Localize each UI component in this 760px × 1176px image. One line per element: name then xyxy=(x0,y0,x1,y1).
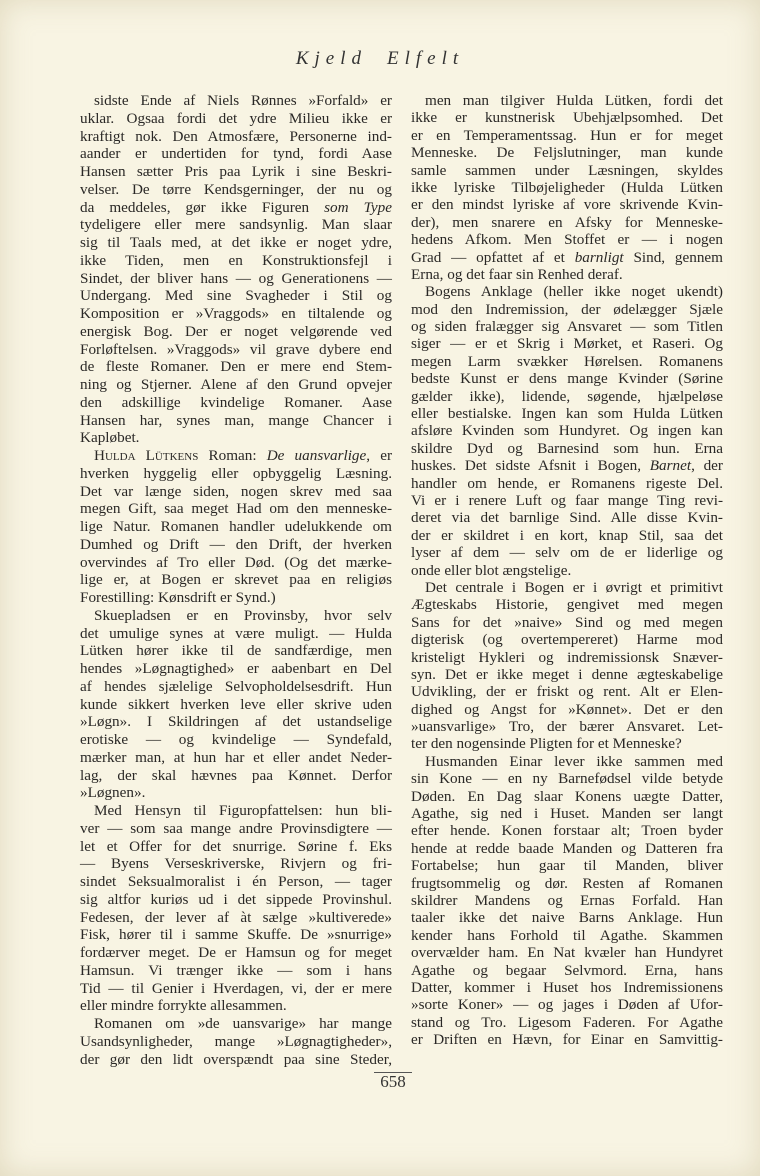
text-line: Udvikling, der er friskt og rent. Alt er Elen- xyxy=(411,683,723,701)
text-line: megen Gift, saa meget Had om den menneske- xyxy=(80,500,392,518)
text-line: »Løgnen». xyxy=(80,784,146,802)
paragraph xyxy=(411,92,723,283)
text-line: og siden fralægger sig Ansvaret — som Titlen xyxy=(411,318,723,336)
text-line: Hamsun. Vi trænger ikke — som i hans xyxy=(80,961,392,979)
paragraph xyxy=(80,802,392,1015)
text-line: hendes »Løgnagtighed» er aabenbart en Del xyxy=(80,660,392,677)
text-line: skildre Dyd og Barnesind som hun. Erna xyxy=(411,439,723,457)
text-line: stand og Tro. Ligesom Faderen. For Agathe xyxy=(411,1013,723,1031)
page-number: 658 xyxy=(380,1072,406,1091)
text-line: lag, der skal hævnes paa Kønnet. Derfor xyxy=(80,766,392,784)
text-line: Forløftelsen. »Vraggods» vil grave dybere end xyxy=(80,340,392,358)
small-caps-text: Hulda Lütkens xyxy=(94,447,199,464)
text-line: Sans for det »naive» Sind og med megen xyxy=(411,613,723,631)
text-line: Vi er i renere Luft og faar mange Ting revi- xyxy=(411,491,723,509)
text-line: velser. De tørre Kendsgerninger, der nu og xyxy=(80,180,392,198)
text-line: »Løgn». I Skildringen af det ustandselige xyxy=(80,713,392,731)
text-line: ter den nogensinde Pligten for et Menneske? xyxy=(411,735,682,753)
text-line: eller mindre forrykte allesammen. xyxy=(80,997,287,1015)
text-line: megen Larm svækker Hørelsen. Romanens xyxy=(411,352,723,370)
text-line: Undergang. Med sine Svagheder i Stil og xyxy=(80,287,392,305)
text-line: frugtsommelig og dør. Resten af Romanen xyxy=(411,874,723,892)
text-line xyxy=(80,447,392,465)
text-line: af hendes sjælelige Selvopholdelsesdrift. Hun xyxy=(80,677,392,695)
text-line: lige Natur. Romanen handler udelukkende om xyxy=(80,518,392,535)
text-line: onde eller blot ængstelige. xyxy=(411,561,572,579)
paragraph xyxy=(411,579,723,753)
text-line: sig til Taals med, at det ikke er noget ydre, xyxy=(80,234,392,251)
text-line: Bogens Anklage (heller ikke noget ukendt) xyxy=(425,283,723,301)
text-line: der), men snarere en Afsky for Menneske- xyxy=(411,213,723,231)
running-head xyxy=(0,48,760,70)
text-line: Datter, kommer i Huset hos Indremissionens xyxy=(411,978,723,996)
italic-text: De uansvarlige xyxy=(266,447,367,464)
text-segment: da meddeles, gør ikke Figuren xyxy=(80,198,325,216)
text-line: taaler ikke det naive Barns Anklage. Hun xyxy=(411,909,723,927)
text-line: mærker man, at hun har et eller andet Neder- xyxy=(80,748,392,766)
text-line: overvælder ham. En Nat kvæler han Hundyret xyxy=(411,944,723,962)
author-last-name: Elfelt xyxy=(387,48,465,69)
text-line: Forestilling: Kønsdrift er Synd.) xyxy=(80,589,276,606)
text-line: Husmanden Einar lever ikke sammen med xyxy=(425,752,723,770)
author-first-name: Kjeld xyxy=(295,48,367,69)
text-line: dighed og Angst for »Kønnet». Det er den xyxy=(411,700,723,718)
text-line: gælder ikke), lidende, søgende, hjælpeløse xyxy=(411,387,723,405)
text-line: Det centrale i Bogen er i øvrigt et primitivt xyxy=(425,578,723,596)
paragraph xyxy=(411,753,723,1049)
text-line: Døden. En Dag slaar Konens uægte Datter, xyxy=(411,787,723,805)
text-segment: , er xyxy=(366,447,392,464)
paragraph xyxy=(80,1015,392,1068)
text-line: lige er, at Bogen er skrevet paa en religiøs xyxy=(80,571,392,589)
text-line: der er skildret i en kort, knap Stil, saa det xyxy=(411,526,723,544)
text-line: — Byens Verseskriverske, Rivjern og fri- xyxy=(80,855,392,873)
text-line: Tid — til Genier i Hverdagen, vi, der er mere xyxy=(80,979,392,997)
text-line: kender hans Forhold til Agathe. Skammen xyxy=(411,926,723,944)
text-line xyxy=(411,457,723,474)
text-line: Hansen sætter Pris paa Lyrik i sine Beskri- xyxy=(80,163,392,180)
text-line: ikke Tiden, men en Konstruktionsfejl i xyxy=(80,251,392,269)
italic-text: som Type xyxy=(324,198,392,216)
text-line: efter hende. Konen forstaar alt; Troen byder xyxy=(411,822,723,840)
text-line: uklar. Ogsaa fordi det ydre Milieu ikke er xyxy=(80,109,392,127)
text-line: Erna, og det faar sin Renhed deraf. xyxy=(411,265,623,283)
text-line: Usandsynligheder, mange »Løgnagtigheder», xyxy=(80,1032,392,1050)
text-line: Agathe og begaar Selvmord. Erna, hans xyxy=(411,961,723,979)
text-line: Dumhed og Drift — den Drift, der hverken xyxy=(80,535,392,553)
text-line: sig altfor kuriøs ud i det sippede Provinshul. xyxy=(80,890,392,908)
text-line: Hansen har, synes man, mange Chancer i xyxy=(80,411,392,429)
text-line: Menneske. De Feljslutninger, man kunde xyxy=(411,144,723,162)
text-line: siger — er et Skrig i Mørket, et Raseri. Og xyxy=(411,335,723,353)
text-line: hedens Afkom. Men Stoffet er — i nogen xyxy=(411,231,723,249)
text-line: samle sammen under Læsningen, skyldes xyxy=(411,161,723,179)
left-column xyxy=(80,92,392,1068)
text-line: lyser af dem — selv om de er liderlige og xyxy=(411,544,723,562)
text-line: afsløre Kvinden som Hundyret. Og ingen kan xyxy=(411,422,723,440)
italic-text: Barnet xyxy=(649,457,692,475)
text-segment: huskes. Det sidste Afsnit i Bogen, xyxy=(411,457,650,475)
text-line: digterisk (og overtempereret) Harme mod xyxy=(411,631,723,649)
text-line: syn. Det er ikke meget i denne ægteskabelige xyxy=(411,665,723,683)
text-line: er Driften en Hævn, for Einar en Samvittig- xyxy=(411,1031,723,1049)
text-line: ver — som saa mange andre Provinsdigtere — xyxy=(80,819,392,837)
text-line: men man tilgiver Hulda Lütken, fordi det xyxy=(425,92,723,109)
right-column xyxy=(411,92,723,1048)
text-line: sidste Ende af Niels Rønnes »Forfald» er xyxy=(94,92,392,109)
text-line: let et Offer for det snurrige. Sørine f. Eks xyxy=(80,837,392,855)
text-line: Kapløbet. xyxy=(80,429,140,447)
italic-text: barnligt xyxy=(574,248,624,266)
text-line: »uansvarlige» Tro, der bærer Ansvaret. Let- xyxy=(411,718,723,736)
text-line: er den mindst lyriske af vore skrivende Kvin- xyxy=(411,196,723,214)
text-segment: Grad — opfattet af et xyxy=(411,248,575,266)
text-line: Med Hensyn til Figuropfattelsen: hun bli- xyxy=(94,802,392,819)
text-line: den adskillige kvindelige Romaner. Aase xyxy=(80,393,392,411)
text-line: de fleste Romaner. Den er mere end Stem- xyxy=(80,358,392,376)
text-line: eller bestialske. Ingen kan som Hulda Lütken xyxy=(411,405,723,423)
text-line: kristeligt Hykleri og indremissionsk Snæver- xyxy=(411,648,723,666)
text-line: ikke lyriske Tilbøjeligheder (Hulda Lütken xyxy=(411,178,723,196)
text-line: hende at redde baade Manden og Datteren fra xyxy=(411,839,723,857)
text-line: deret via det barnlige Sind. Alle disse Kvin- xyxy=(411,509,723,527)
text-line: skildrer Mandens og Ernas Forfald. Han xyxy=(411,891,723,909)
text-line: Romanen om »de uansvarige» har mange xyxy=(94,1015,392,1032)
paragraph xyxy=(80,607,392,802)
text-line: hverken hyggelig eller opbyggelig Læsning. xyxy=(80,464,392,482)
text-line: bedste Kunst er dens mange Kvinder (Sørine xyxy=(411,370,723,388)
text-line: tydeligere eller mere sandsynlig. Man slaar xyxy=(80,216,392,234)
text-line: energisk Bog. Der er noget velgørende ved xyxy=(80,322,392,340)
text-line: Det var længe siden, nogen skrev med saa xyxy=(80,482,392,500)
text-line: sin Kone — en ny Barnefødsel vilde betyde xyxy=(411,770,723,788)
text-line: kraftigt nok. Den Atmosfære, Personerne ind- xyxy=(80,127,392,145)
text-line: Skuepladsen er en Provinsby, hvor selv xyxy=(94,606,392,624)
paragraph xyxy=(80,92,392,447)
paragraph xyxy=(80,447,392,607)
text-segment: Sind, gennem xyxy=(623,248,723,266)
text-line: sindet Seksualmoralist i én Person, — tager xyxy=(80,873,392,890)
text-line: aander er undertiden for tynd, fordi Aase xyxy=(80,145,392,163)
text-line: fordærver meget. De er Hamsun og for meget xyxy=(80,944,392,961)
text-line: overvindes af Tro eller Død. (Og det mærke- xyxy=(80,553,392,571)
text-line: der gør den lidt overspændt paa sine Steder, xyxy=(80,1050,392,1068)
text-line: er en Temperamentssag. Hun er for meget xyxy=(411,126,723,144)
text-line: Agathe, sig ned i Huset. Manden ser langt xyxy=(411,805,723,823)
text-line: det umulige synes at være muligt. — Hulda xyxy=(80,624,392,642)
text-line xyxy=(80,199,392,217)
text-line: Fisk, hører til i samme Skuffe. De »snurrige» xyxy=(80,926,392,944)
text-line: ikke er kunstnerisk Ubehjælpsomhed. Det xyxy=(411,109,723,127)
text-line: Sindet, der bliver hans — og Generationens — xyxy=(80,269,392,287)
text-segment: Roman: xyxy=(198,447,267,464)
text-line: Ægteskabs Historie, gengivet med megen xyxy=(411,596,723,614)
text-line: kunde sikkert hverken leve eller skrive uden xyxy=(80,695,392,713)
text-line: handler om hende, er Romanens rigeste Del. xyxy=(411,474,723,492)
text-line: »sorte Koner» — og jages i Døden af Ufor- xyxy=(411,996,723,1014)
text-line: Fortabelse; hun gaar til Manden, bliver xyxy=(411,857,723,875)
text-line: Lütken hører ikke til de sandfærdige, men xyxy=(80,642,392,660)
text-line: erotiske — og kvindelige — Syndefald, xyxy=(80,731,392,748)
text-line xyxy=(411,249,723,266)
text-line: Fedesen, der lever af àt sælge »kultiverede» xyxy=(80,908,392,926)
text-segment: , der xyxy=(691,457,723,475)
text-line: ning og Stjerner. Alene af den Grund opvejer xyxy=(80,376,392,393)
text-line: Komposition er »Vraggods» en tiltalende og xyxy=(80,305,392,322)
text-line: mod den Indremission, der ødelægger Sjæle xyxy=(411,300,723,318)
paragraph xyxy=(411,283,723,579)
